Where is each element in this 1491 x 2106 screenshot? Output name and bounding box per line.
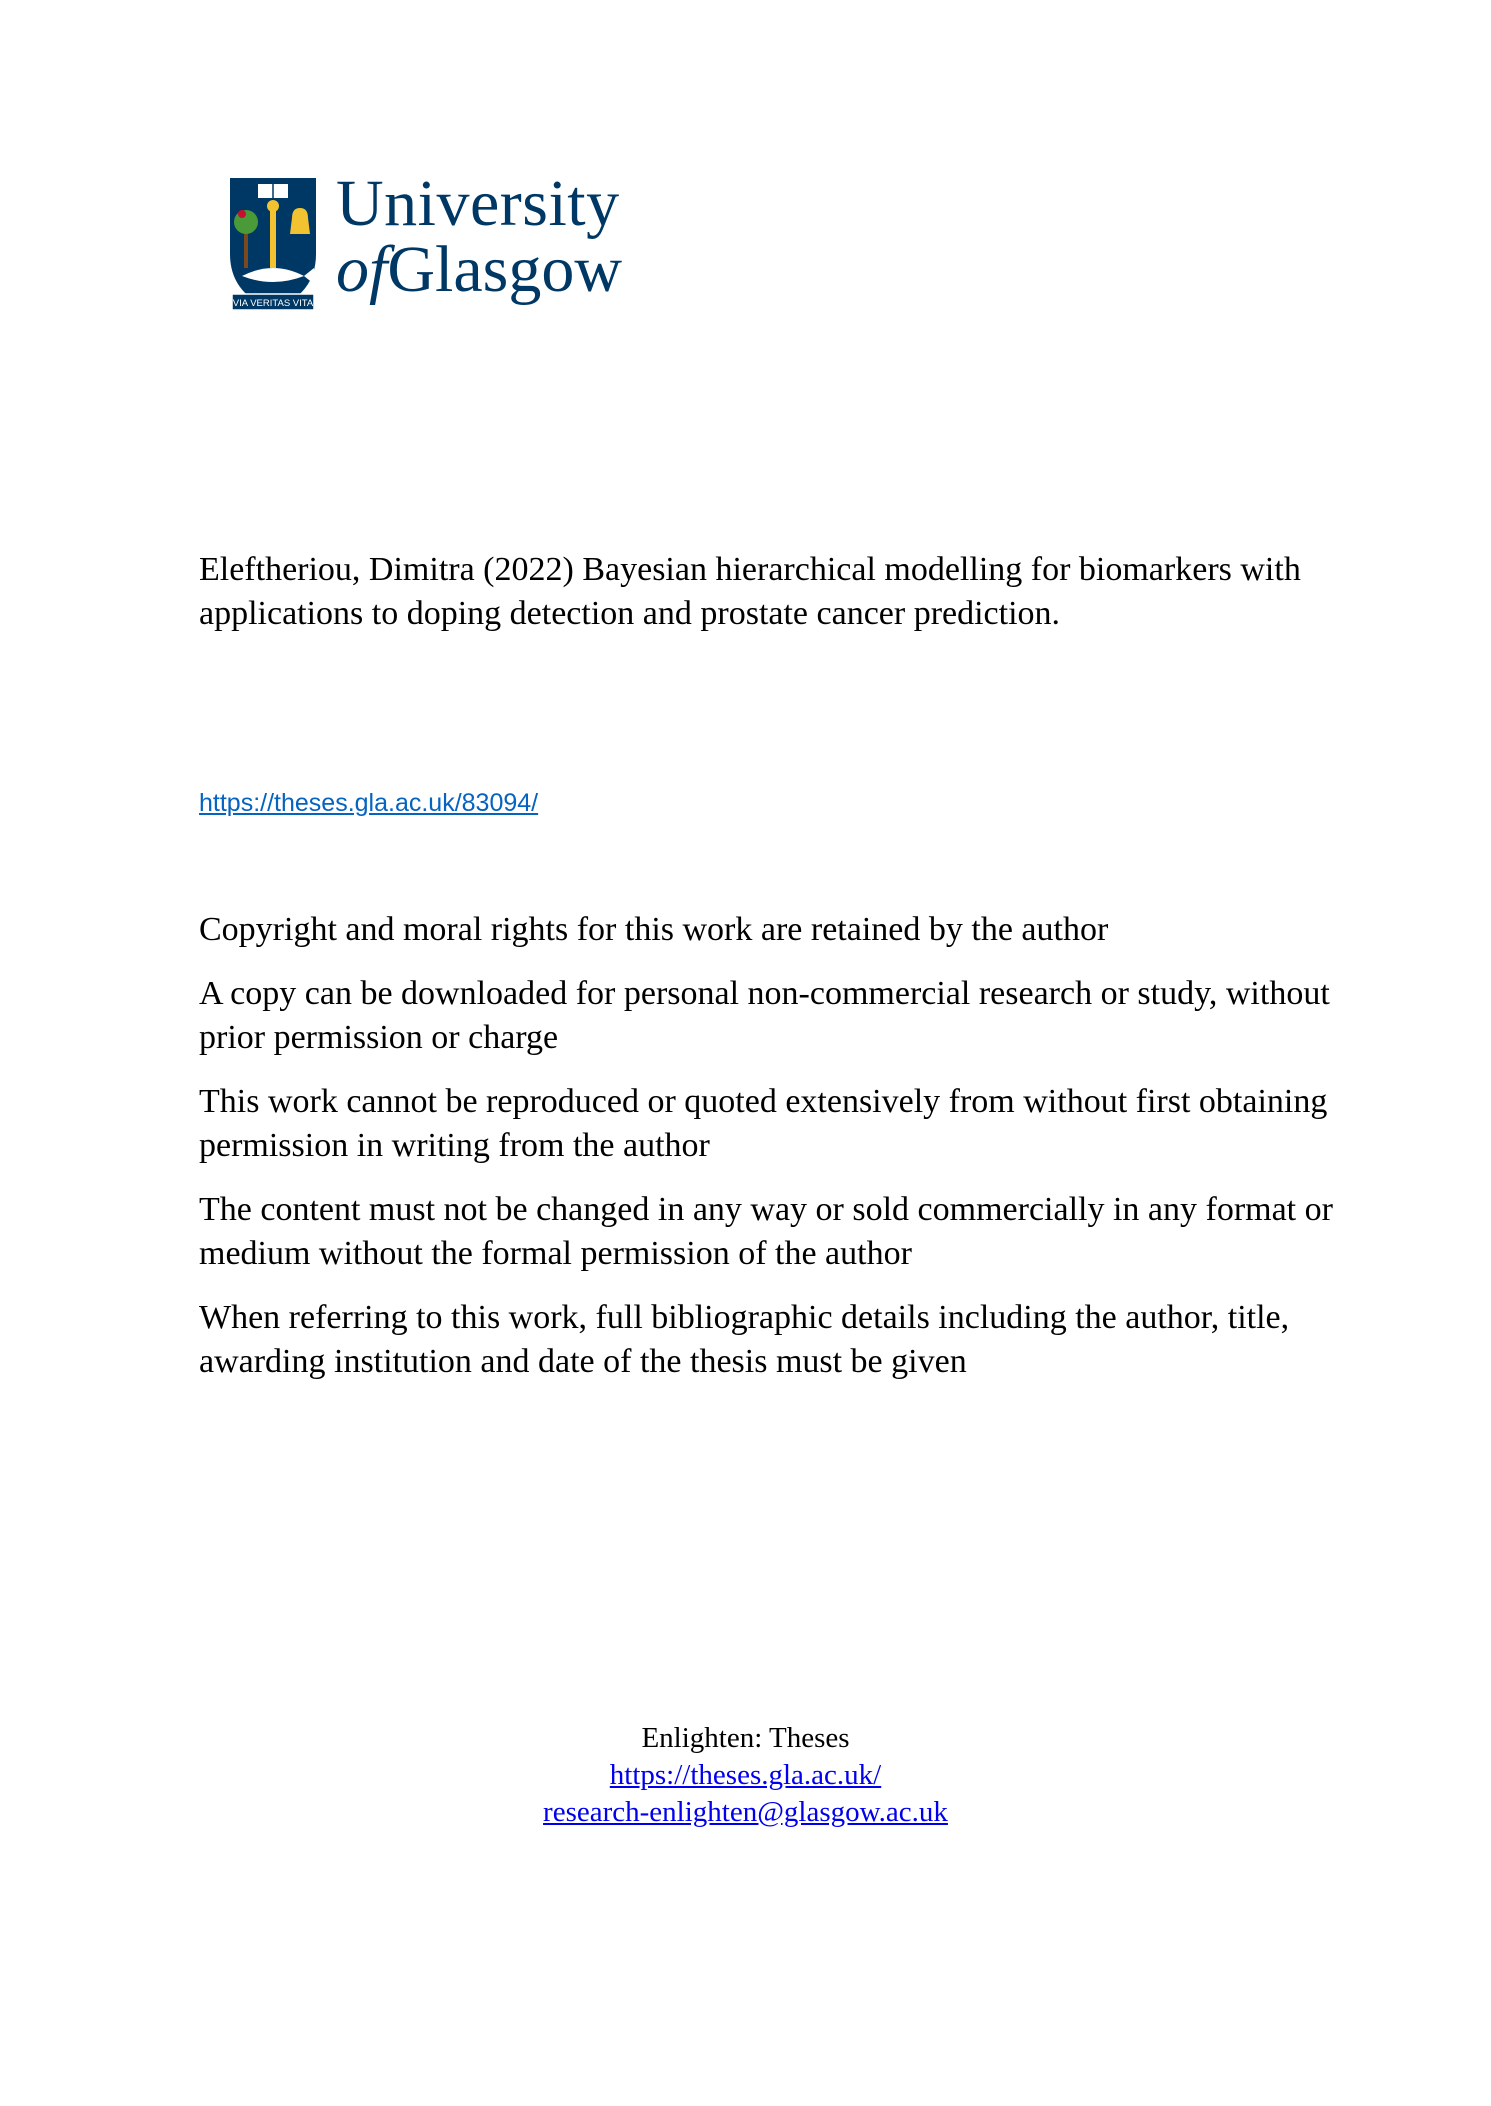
- rights-statement: A copy can be downloaded for personal non-commercial research or study, without prior permission or charge: [199, 975, 1330, 1056]
- repository-name: Enlighten: Theses: [641, 1722, 850, 1754]
- rights-statements: [199, 908, 1349, 1404]
- logo-wordmark-line1: University: [336, 167, 620, 240]
- rights-statement: Copyright and moral rights for this work are retained by the author: [199, 911, 1109, 948]
- thesis-url-link[interactable]: https://theses.gla.ac.uk/83094/: [199, 789, 539, 817]
- motto-ribbon: [228, 293, 318, 311]
- rights-statement: This work cannot be reproduced or quoted extensively from without first obtaining permission in writing from the author: [199, 1083, 1328, 1164]
- repository-site-link[interactable]: https://theses.gla.ac.uk/: [609, 1759, 882, 1791]
- logo-motto: VIA VERITAS VITA: [232, 298, 314, 309]
- repository-email-link[interactable]: research-enlighten@glasgow.ac.uk: [543, 1796, 948, 1828]
- logo-wordmark-of: of: [336, 233, 388, 306]
- university-logo: [228, 167, 668, 316]
- rights-statement: When referring to this work, full bibliographic details including the author, title, awarding institution and date of the thesis must be given: [199, 1299, 1290, 1380]
- logo-wordmark-line2: [336, 232, 622, 308]
- rights-statement: The content must not be changed in any way or sold commercially in any format or medium without the formal permission of the author: [199, 1191, 1333, 1272]
- thesis-citation: Eleftheriou, Dimitra (2022) Bayesian hierarchical modelling for biomarkers with applications to doping detection and prostate cancer prediction.: [199, 551, 1301, 632]
- repository-footer: [0, 1720, 1491, 1831]
- university-crest-icon: [228, 176, 318, 312]
- logo-wordmark-glasgow: Glasgow: [387, 233, 622, 306]
